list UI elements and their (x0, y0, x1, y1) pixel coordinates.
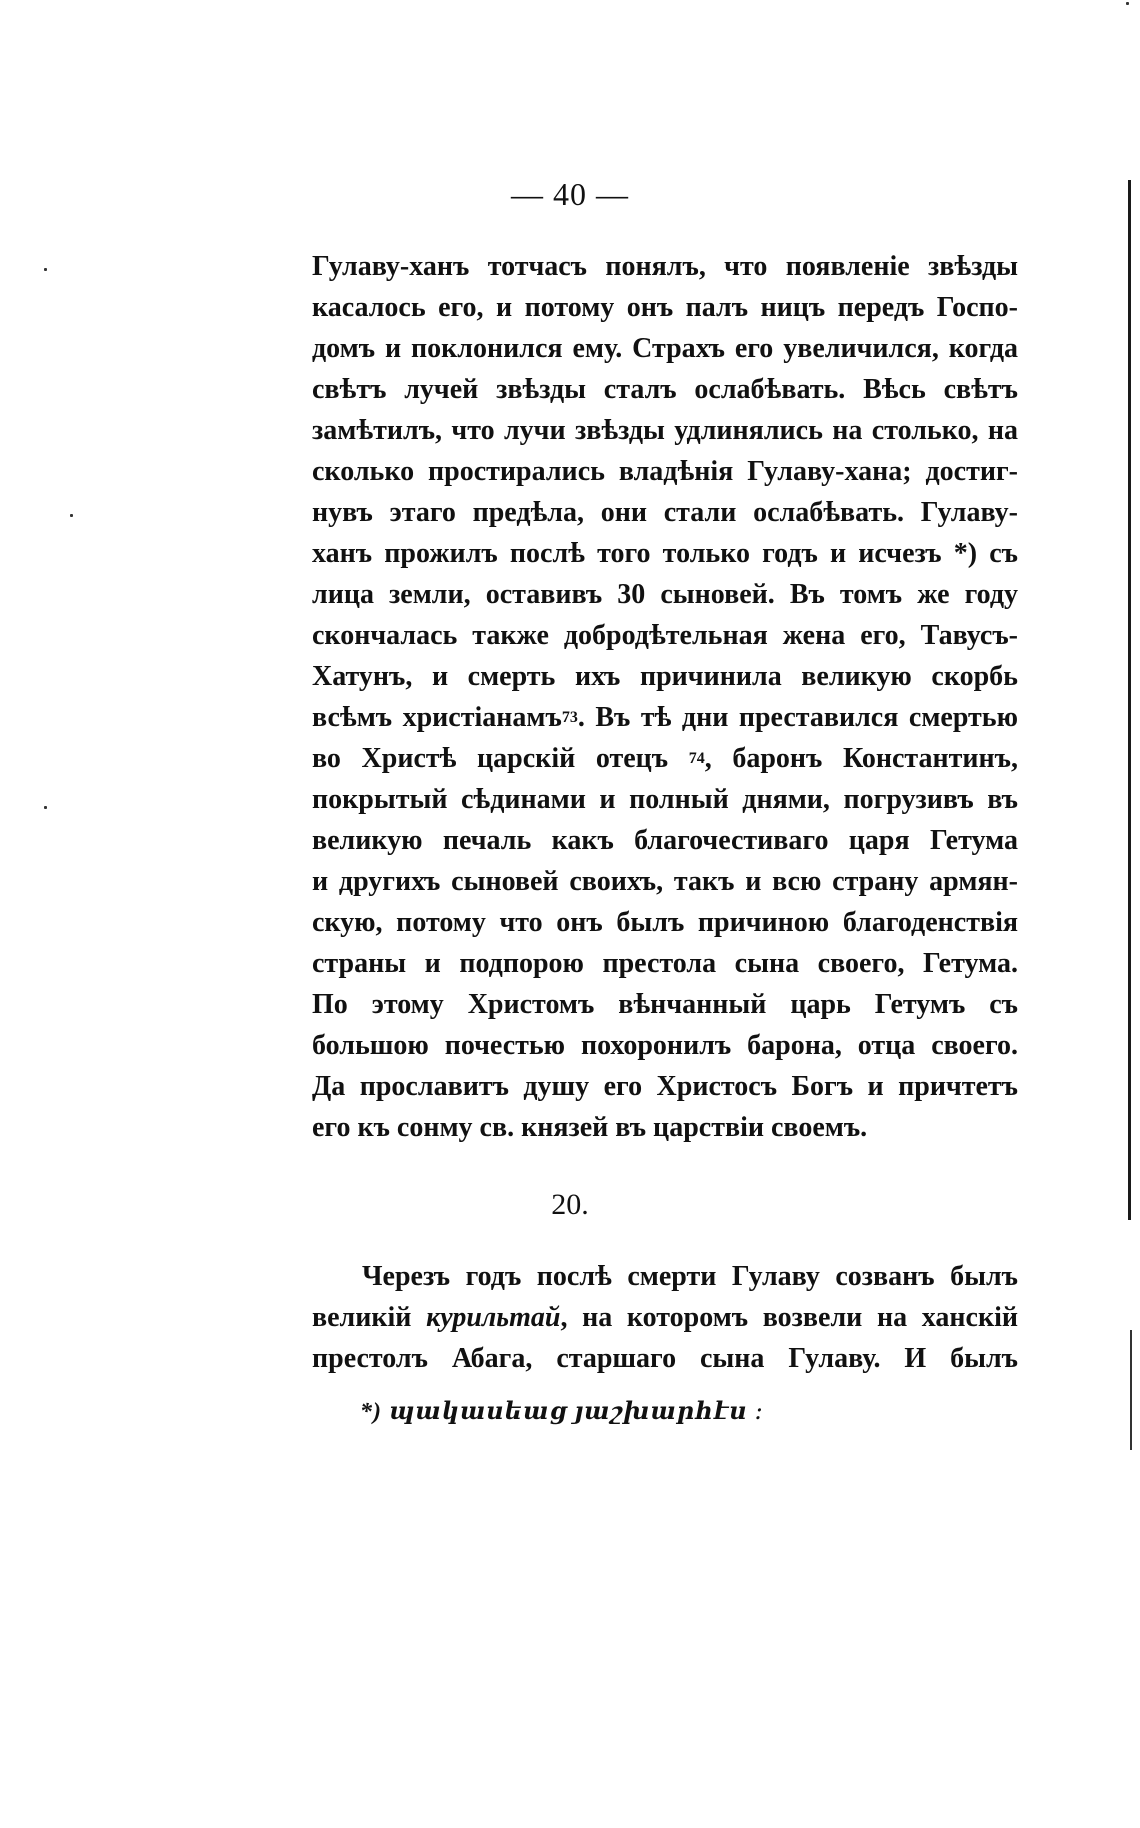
text-line: сколько простирались владѣнія Гулаву-хана; достиг- (312, 456, 1018, 487)
text-segment: всѣмъ христіанамъ (312, 702, 562, 733)
text-line: ханъ прожилъ послѣ того только годъ и исчезъ *) съ (312, 538, 1018, 569)
text-line: свѣтъ лучей звѣзды сталъ ослабѣвать. Вѣсь свѣтъ (312, 374, 1018, 405)
paragraph-main (312, 246, 1018, 1148)
scan-speck (44, 806, 47, 809)
text-line: нувъ этаго предѣла, они стали ослабѣвать. Гулаву- (312, 497, 1018, 528)
text-line (312, 738, 1018, 779)
text-line: и другихъ сыновей своихъ, такъ и всю страну армян- (312, 866, 1018, 897)
text-line: лица земли, оставивъ 30 сыновей. Въ томъ же году (312, 579, 1018, 610)
text-line: Гулаву-ханъ тотчасъ понялъ, что появленіе звѣзды (312, 251, 1018, 282)
italic-term: курильтай (426, 1302, 561, 1333)
scan-speck (70, 514, 73, 517)
text-line: престолъ Абага, старшаго сына Гулаву. И былъ (312, 1343, 1018, 1374)
text-line: касалось его, и потому онъ палъ ницъ передъ Госпо- (312, 292, 1018, 323)
scan-speck (44, 268, 47, 271)
text-line: домъ и поклонился ему. Страхъ его увеличился, когда (312, 333, 1018, 364)
text-line: скончалась также добродѣтельная жена его, Тавусъ- (312, 620, 1018, 651)
page-edge-shadow-lower (1130, 1330, 1132, 1450)
page-number: — 40 — (511, 176, 629, 212)
text-line (312, 1297, 1018, 1338)
text-line: большою почестью похоронилъ барона, отца своего. (312, 1030, 1018, 1061)
text-line: Черезъ годъ послѣ смерти Гулаву созванъ былъ (362, 1261, 1018, 1292)
text-segment: , на которомъ возвели на ханскій (560, 1302, 1018, 1333)
scan-speck (1126, 2, 1129, 5)
text-line: Да прославитъ душу его Христосъ Богъ и причтетъ (312, 1071, 1018, 1102)
text-line: покрытый сѣдинами и полный днями, погрузивъ въ (312, 784, 1018, 815)
footnote: *) պակասեաց յաշխարհէս ։ (360, 1399, 764, 1425)
text-segment: . Въ тѣ дни преставился смертью (577, 702, 1018, 733)
text-segment: во Христѣ царскій отецъ (312, 743, 669, 774)
text-line: страны и подпорою престола сына своего, Гетума. (312, 948, 1018, 979)
paragraph-section-20 (312, 1256, 1018, 1379)
text-line: его къ сонму св. князей въ царствіи своемъ. (312, 1112, 868, 1143)
footnote-ref-74: 74 (688, 750, 705, 767)
text-segment: , баронъ Константинъ, (704, 743, 1018, 774)
text-segment: великій (312, 1302, 427, 1333)
text-line: Хатунъ, и смерть ихъ причинила великую скорбь (312, 661, 1018, 692)
section-number: 20. (551, 1188, 589, 1221)
text-line: скую, потому что онъ былъ причиною благоденствія (312, 907, 1018, 938)
footnote-ref-73: 73 (561, 709, 578, 726)
page-edge-shadow (1128, 180, 1131, 1220)
text-line: По этому Христомъ вѣнчанный царь Гетумъ съ (312, 989, 1018, 1020)
text-line (312, 697, 1018, 738)
text-line: великую печаль какъ благочестиваго царя Гетума (312, 825, 1018, 856)
text-line: замѣтилъ, что лучи звѣзды удлинялись на столько, на (312, 415, 1018, 446)
